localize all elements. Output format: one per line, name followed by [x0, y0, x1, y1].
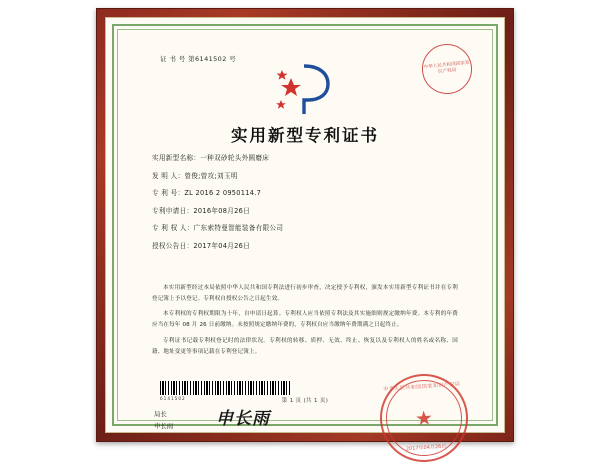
star-icon: ★ [414, 405, 434, 431]
serial-number: 证 书 号 第6141502 号 [160, 55, 237, 63]
field-patent-number: 专 利 号：ZL 2016 2 0950114.7 [152, 189, 262, 198]
patent-emblem-icon [124, 62, 486, 118]
handwritten-signature: 申长雨 [216, 409, 270, 429]
signature-labels [154, 408, 173, 432]
seal-date-text: 2017年04月26日 [405, 443, 447, 453]
field-grant-date: 授权公告日：2017年04月26日 [152, 241, 251, 250]
field-inventor: 发 明 人：曾俊;曾攻;刘玉明 [152, 171, 238, 180]
field-patentee: 专 利 权 人：广东索特曼智能装备有限公司 [152, 224, 284, 233]
barcode-number: 6141502 [160, 396, 186, 401]
body-paragraph-1: 本实用新型经过本局依照中华人民共和国专利法进行初步审查，决定授予专利权，颁发本实用新型专利证书并在专利登记簿上予以登记。专利权自授权公告之日起生效。 [152, 285, 458, 302]
body-paragraph-3: 专利证书记载专利权登记时的法律状况。专利权的转移、质押、无效、终止、恢复以及专利权人的姓名或名称、国籍、地址变更等事项记载在专利登记簿上。 [152, 337, 458, 355]
seal-arc-text: 中华人民共和国国家知识产权局 [383, 381, 461, 393]
page-footer: 第 1 页 (共 1 页) [281, 398, 329, 404]
signature-office-label: 局长 [154, 410, 167, 418]
body-paragraph-2: 本专利权的专利权期限为十年，自申请日起算。专利权人应当依照专利法及其实施细则规定缴纳年费。本专利的年费应当在每年 08 月 26 日前缴纳。未按照规定缴纳年费的，专利权自应当缴纳年费期满之日起终止。 [152, 311, 458, 329]
legal-body-text [152, 283, 458, 362]
page-title: 实用新型专利证书 [231, 126, 379, 145]
signature-name-label: 申长雨 [154, 422, 174, 431]
certificate-content [124, 36, 486, 453]
field-utility-model-name: 实用新型名称：一种双砂轮头外圆磨床 [152, 154, 270, 162]
issuing-authority-seal: 中华人民共和国国家知识产权局 [420, 42, 475, 97]
barcode [160, 381, 290, 395]
field-list [152, 154, 462, 257]
field-application-date: 专利申请日：2016年08月26日 [152, 206, 251, 215]
